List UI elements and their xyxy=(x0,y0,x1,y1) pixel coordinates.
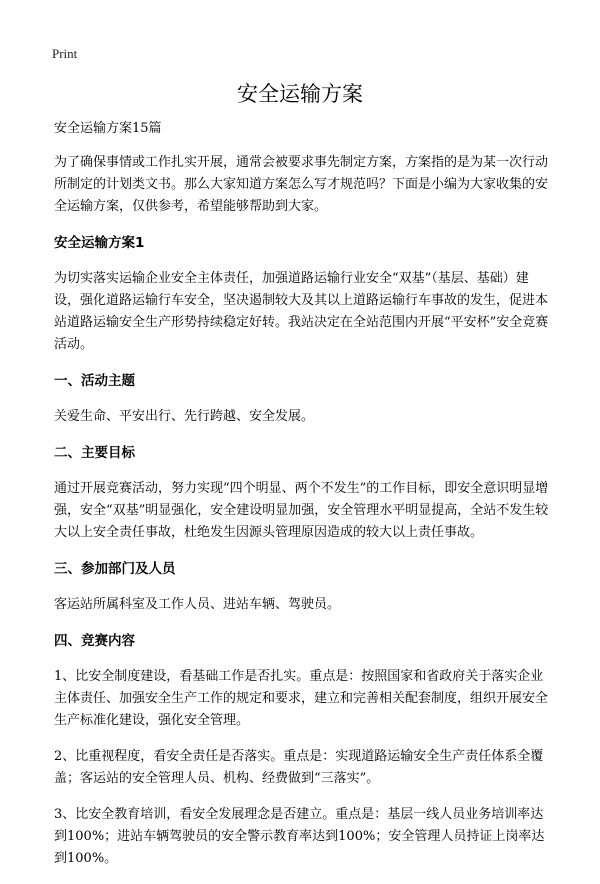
content-item-1: 1、比安全制度建设，看基础工作是否扎实。重点是：按照国家和省政府关于落实企业主体责任、加强安全生产工作的规定和要求，建立和完善相关配套制度，组织开展安全生产标准化建设，强化安全管理。 xyxy=(54,669,549,728)
theme-heading: 一、活动主题 xyxy=(54,373,135,389)
intro-paragraph: 为了确保事情或工作扎实开展，通常会被要求事先制定方案，方案指的是为某一次行动所制定的计划类文书。那么大家知道方案怎么写才规范吗？下面是小编为大家收集的安全运输方案，仅供参考，希望能够帮助到大家。 xyxy=(54,155,549,214)
content-heading: 四、竞赛内容 xyxy=(54,633,135,649)
participants-paragraph: 客运站所属科室及工作人员、进站车辆、驾驶员。 xyxy=(54,597,341,612)
content-item-2: 2、比重视程度，看安全责任是否落实。重点是：实现道路运输安全生产责任体系全覆盖；客运站的安全管理人员、机构、经费做到“三落实”。 xyxy=(54,749,544,786)
section-heading: 安全运输方案1 xyxy=(54,235,145,251)
goals-paragraph: 通过开展竞赛活动，努力实现“四个明显、两个不发生”的工作目标，即安全意识明显增强，安全“双基”明显强化，安全建设明显加强，安全管理水平明显提高，全站不发生较大以上安全责任事故，杜绝发生因源头管理原因造成的较大以上责任事故。 xyxy=(54,481,549,540)
section-paragraph: 为切实落实运输企业安全主体责任，加强道路运输行业安全“双基”（基层、基础）建设，强化道路运输行车安全，坚决遏制较大及其以上道路运输行车事故的发生，促进本站道路运输安全生产形势持续稳定好转。我站决定在全站范围内开展“平安杯”安全竞赛活动。 xyxy=(54,271,549,352)
participants-heading: 三、参加部门及人员 xyxy=(54,561,176,577)
page-title: 安全运输方案 xyxy=(237,82,363,106)
print-link[interactable]: Print xyxy=(52,46,78,61)
article-body xyxy=(54,118,550,884)
theme-paragraph: 关爱生命、平安出行、先行跨越、安全发展。 xyxy=(54,409,315,424)
content-item-3: 3、比安全教育培训，看安全发展理念是否建立。重点是：基层一线人员业务培训率达到100%；进站车辆驾驶员的安全警示教育率达到100%；安全管理人员持证上岗率达到100%。 xyxy=(54,807,545,866)
article-subtitle: 安全运输方案15篇 xyxy=(54,121,162,136)
goals-heading: 二、主要目标 xyxy=(54,445,135,461)
